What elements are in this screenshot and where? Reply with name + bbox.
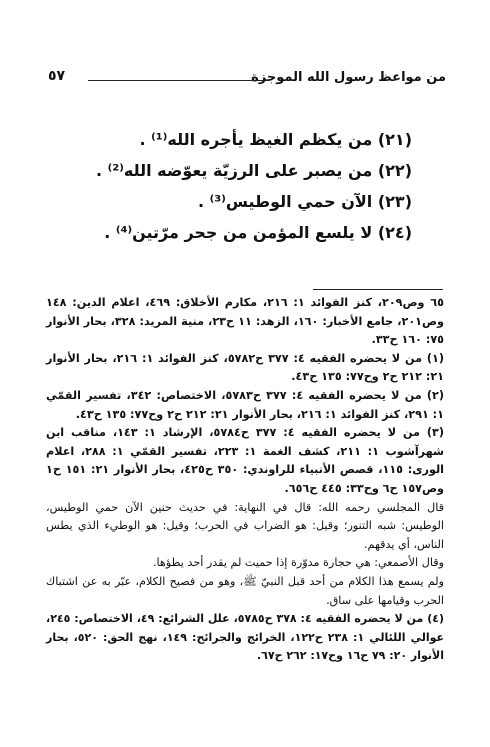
- saying-24: (٢٤) لا يلسع المؤمن من جحر مرّتين⁽⁴⁾ .: [104, 223, 412, 242]
- footnote-2: (٢) من لا يحضره الفقيه ٤: ٣٧٧ ح٥٧٨٣، الاختصاص: ٣٤٢، تفسير القمّي ١: ٢٩١، كنز الفوائد ١: ٢١٦، بحار الأنوار ٢١: ٢١٢ ح٢ وح٧٧: ١٣٥ ح٤٣.: [46, 388, 444, 421]
- saying-22: (٢٢) من يصبر على الرزيّة يعوّضه الله⁽²⁾ .: [95, 161, 412, 180]
- footnote-continuation: ٦٥ وص٢٠٩، كنز الفوائد ١: ٢١٦، مكارم الأخلاق: ٤٦٩، اعلام الدين: ١٤٨ وص٢٠١، جامع الأخبار: ١٦٠، الزهد: ١١ ح٢٣، منية المريد: ٣٢٨، بحار الأنوار ٧٥: ١٦٠ ح٣٣.: [46, 296, 444, 347]
- page-number: ٥٧: [48, 68, 66, 84]
- footnote-separator: [313, 289, 443, 290]
- footnote-4: (٤) من لا يحضره الفقيه ٤: ٣٧٨ ح٥٧٨٥، علل الشرائع: ٤٩، الاختصاص: ٢٤٥، عوالي اللئالي ١: ٢٣٨ ح١٢٢، الخرائج والجرائح: ١٤٩، نهج الحق: ٥٢٠، بحار الأنوار ٢٠: ٧٩ ح١٦ وح١٧: ٢٦٢ ح٦٧.: [46, 612, 445, 663]
- saying-21: (٢١) من يكظم الغيظ يأجره الله⁽¹⁾ .: [139, 130, 412, 149]
- running-header-title: من مواعظ رسول الله الموجزة: [251, 70, 446, 85]
- sayings-list: [92, 124, 412, 248]
- footnote-3-commentary: قال المجلسي رحمه الله: قال في النهاية: في حديث حنين الآن حمي الوطيس، الوطيس: شبه التنور؛ وقيل: هو الضراب في الحرب؛ وقيل: هو الوطيء الذي يطس الناس، أي يدقهم.: [46, 500, 444, 551]
- header-rule: [88, 80, 266, 81]
- footnote-1: (١) من لا يحضره الفقيه ٤: ٣٧٧ ح٥٧٨٢، كنز الفوائد ١: ٢١٦، بحار الأنوار ٢١: ٢١٢ ح٢ وح٧٧: ١٣٥ ح٤٣.: [46, 351, 444, 384]
- footnote-3-remark: ولم يسمع هذا الكلام من أحد قبل النبيّ ﷺ، وهو من فصيح الكلام، عبّر به عن اشتباك الحرب وقيامها على ساق.: [46, 574, 444, 607]
- footnote-3-asmai: وقال الأصمعي: هي حجارة مدوّرة إذا حميت لم يقدر أحد يطؤها.: [152, 556, 444, 570]
- footnotes: [46, 294, 444, 666]
- saying-23: (٢٣) الآن حمي الوطيس⁽³⁾ .: [198, 192, 412, 211]
- footnote-3: (٣) من لا يحضره الفقيه ٤: ٣٧٧ ح٥٧٨٤، الإرشاد ١: ١٤٣، مناقب ابن شهرآشوب ١: ٢١١، كشف الغمة ١: ٢٢٣، تفسير القمّي ١: ٢٨٨، اعلام الورى: ١١٥، قصص الأنبياء للراوندي: ٣٥٠ ح٤٢٥، بحار الأنوار ٢١: ١٥١ ح١ وص١٥٧ ح٦ وح٣٣: ٤٤٥ ح٦٥٦.: [46, 426, 445, 495]
